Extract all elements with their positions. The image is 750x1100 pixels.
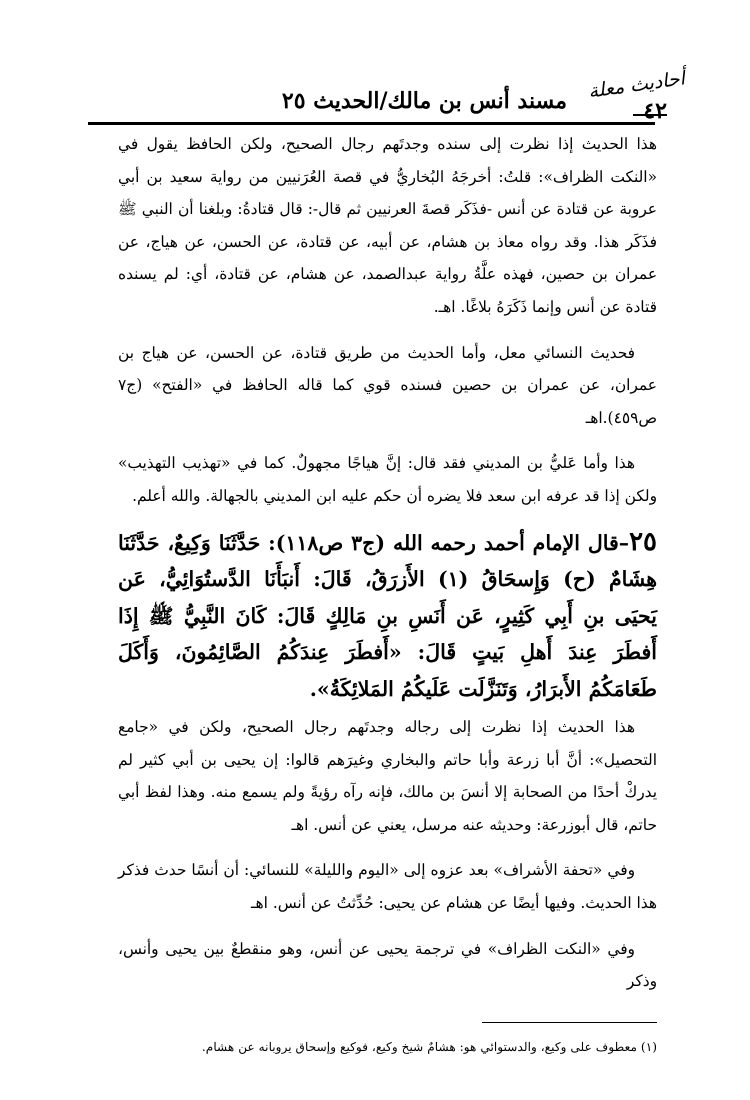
paragraph-1: هذا الحديث إذا نظرت إلى سنده وجدتَهم رجال الصحيح، ولكن الحافظ يقول في «النكت الظراف»: قلتُ: أخرجَهُ البُخاريُّ في قصة العُرَنيين من رواية سعيد بن أبي عروبة عن قتادة عن أنس -فذَكَر قصةَ العرنيين ثم قال-: قال قتادةُ: وبلغنا أن النبي ﷺ فذَكَر هذا. وقد رواه معاذ بن هشام، عن أبيه، عن قتادة، عن الحسن، عن هياج، عن عمران بن حصين، فهذه علَّةُ رواية عبدالصمد، عن هشام، عن قتادة، أي: لم يسنده قتادة عن أنس وإنما ذَكَرَهُ بلاغًا. اهـ. (118, 135, 657, 316)
hadith-body: –قال الإمام أحمد رحمه الله (ج٣ ص١١٨): حَدَّثَنَا وَكِيعٌ، حَدَّثَنَا هِشَامٌ (ح) وَإِسحَاقُ (١) الأَزرَقُ، قَالَ: أَنبَأَنَا الدَّستُوَائِيُّ، عَن يَحيَى بنِ أَبِي كَثِيرٍ، عَن أَنَسِ بنِ مَالِكٍ قَالَ: كَانَ النَّبِيُّ ﷺ إِذَا أَفطَرَ عِندَ أَهلِ بَيتٍ قَالَ: «أَفطَرَ عِندَكُمُ الصَّائِمُونَ، وَأَكَلَ طَعَامَكُمُ الأَبرَارُ، وَتَنَزَّلَت عَلَيكُمُ المَلائِكَةُ». (118, 530, 658, 701)
header-divider (88, 122, 655, 125)
paragraph-6: وفي «النكت الظراف» في ترجمة يحيى عن أنس، وهو منقطعٌ بين يحيى وأنس، وذكر (118, 939, 657, 991)
page-body (118, 128, 657, 1011)
hadith-text (118, 524, 657, 708)
footnote: (١) معطوف على وكيع، والدستوائي هو: هشامٌ شيخ وكيع، فوكيع وإسحاق يروبانه عن هشام. (201, 1040, 657, 1054)
paragraph-4: هذا الحديث إذا نظرت إلى رجاله وجدتَهم رجال الصحيح، ولكن في «جامع التحصيل»: أنَّ أبا زرعة وأبا حاتم والبخاري وغيرَهم قالوا: إن يحيى بن أبي كثير لم يدركْ أحدًا من الصحابة إلا أنسَ بن مالك، فإنه رآه رؤيةً ولم يسمع منه. وهذا لفظ أبي حاتم، قال أبوزرعة: وحديثه عنه مرسل، يعني عن أنس. اهـ (118, 718, 657, 834)
page-header (88, 66, 687, 126)
book-logo: أحاديث معلة (586, 67, 687, 103)
paragraph-3: هذا وأما عَليُّ بن المديني فقد قال: إنَّ هياجًا مجهولٌ. كما في «تهذيب التهذيب» ولكن إذا قد عرفه ابن سعد فلا يضره أن حكم عليه ابن المديني بالجهالة. والله أعلم. (118, 454, 657, 505)
running-title: مسند أنس بن مالك/الحديث ٢٥ (281, 88, 567, 114)
page-number: ٤٢ (643, 98, 667, 124)
footnote-divider (482, 1022, 657, 1023)
paragraph-5: وفي «تحفة الأشراف» بعد عزوه إلى «اليوم والليلة» للنسائي: أن أنسًا حدث فذكر هذا الحديث. وفيها أيضًا عن هشام عن يحيى: حُدِّثتُ عن أنس. اهـ (118, 861, 657, 912)
paragraph-2: فحديث النسائي معل، وأما الحديث من طريق قتادة، عن الحسن، عن هياج بن عمران، عن عمران بن حصين فسنده قوي كما قاله الحافظ في «الفتح» (ج٧ ص٤٥٩).اهـ (118, 343, 657, 427)
page-number-underline (633, 114, 667, 116)
hadith-number: ٢٥ (629, 526, 657, 557)
